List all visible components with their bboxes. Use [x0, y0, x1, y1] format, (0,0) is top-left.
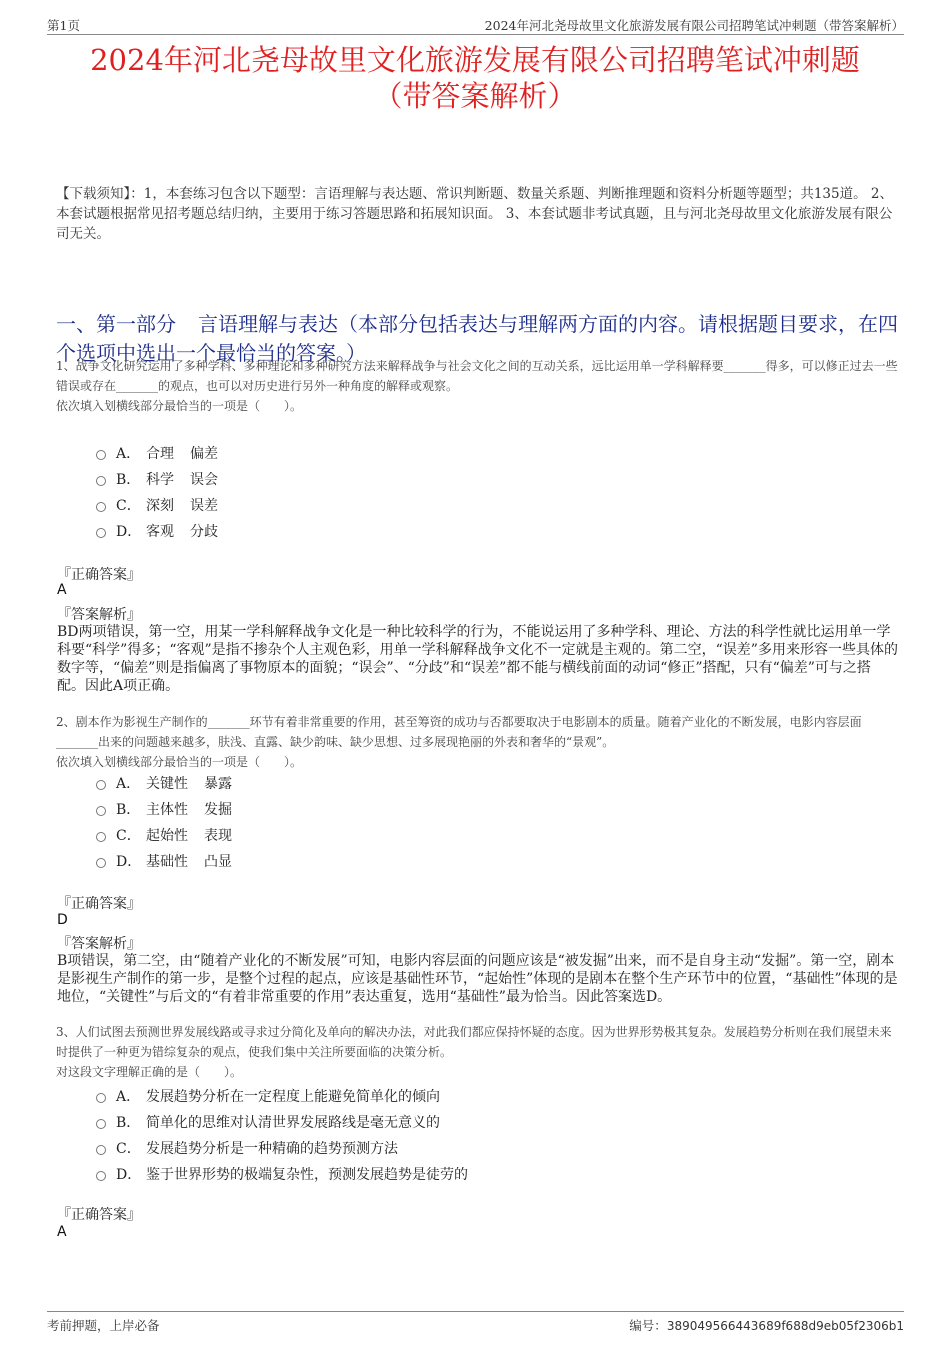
question-2-option-b[interactable]: B． 主体性 发掘 [96, 796, 596, 822]
question-2-option-c[interactable]: C． 起始性 表现 [96, 822, 596, 848]
title-line-2: （带答案解析） [373, 79, 577, 113]
page-footer [47, 1311, 904, 1336]
section-part: 一、第一部分 [56, 312, 176, 336]
correct-answer-label: 『正确答案』 [57, 1207, 141, 1223]
question-1-stem: 1、战争文化研究运用了多种学科、多种理论和多种研究方法来解释战争与社会文化之间的互动关系，远比运用单一学科解释要_______得多，可以修正过去一些错误或存在_______的观点，也可以对历史进行另外一种角度的解释或观察。 依次填入划横线部分最恰当的一项是（ ）。 [56, 356, 900, 416]
radio-icon[interactable] [96, 502, 106, 512]
analysis-label: 『答案解析』 [57, 607, 141, 623]
question-1-option-a[interactable]: A． 合理 偏差 [96, 440, 596, 466]
question-2-option-a[interactable]: A． 关键性 暴露 [96, 770, 596, 796]
question-2-stem: 2、剧本作为影视生产制作的_______环节有着非常重要的作用，甚至筹资的成功与否都要取决于电影剧本的质量。随着产业化的不断发展，电影内容层面_______出来的问题越来越多，肤浅、直露、缺少韵味、缺少思想、过多展现艳丽的外表和奢华的“景观”。 依次填入划横线部分最恰当的一项是（ ）。 [56, 712, 900, 772]
question-3-instruction: 对这段文字理解正确的是（ ）。 [56, 1065, 243, 1079]
question-3-stem: 3、人们试图去预测世界发展线路或寻求过分简化及单向的解决办法，对此我们都应保持怀疑的态度。因为世界形势极其复杂。发展趋势分析则在我们展望未来时提供了一种更为错综复杂的观点，使我们集中关注所要面临的决策分析。 对这段文字理解正确的是（ ）。 [56, 1022, 900, 1082]
correct-answer-label: 『正确答案』 [57, 896, 141, 912]
question-1-option-b[interactable]: B． 科学 误会 [96, 466, 596, 492]
footer-code-label: 编号： [629, 1318, 667, 1333]
question-3-option-b[interactable]: B． 简单化的思维对认清世界发展路线是毫无意义的 [96, 1109, 596, 1135]
question-1-option-c[interactable]: C． 深刻 误差 [96, 492, 596, 518]
header-doc-title: 2024年河北尧母故里文化旅游发展有限公司招聘笔试冲刺题（带答案解析） [484, 18, 904, 33]
footer-code [629, 1316, 904, 1334]
page-header [47, 14, 904, 35]
section-description: 言语理解与表达（本部分包括表达与理解两方面的内容。请根据题目要求，在四个选项中选出一个最恰当的答案。） [56, 312, 898, 365]
question-3-option-a[interactable]: A． 发展趋势分析在一定程度上能避免简单化的倾向 [96, 1083, 596, 1109]
radio-icon[interactable] [96, 450, 106, 460]
title-line-1: 2024年河北尧母故里文化旅游发展有限公司招聘笔试冲刺题 [90, 43, 860, 77]
document-title [40, 42, 910, 114]
question-2-option-d[interactable]: D． 基础性 凸显 [96, 848, 596, 874]
question-3-option-c[interactable]: C． 发展趋势分析是一种精确的趋势预测方法 [96, 1135, 596, 1161]
radio-icon[interactable] [96, 858, 106, 868]
question-1-instruction: 依次填入划横线部分最恰当的一项是（ ）。 [56, 399, 303, 413]
radio-icon[interactable] [96, 1171, 106, 1181]
question-2-instruction: 依次填入划横线部分最恰当的一项是（ ）。 [56, 755, 303, 769]
radio-icon[interactable] [96, 832, 106, 842]
radio-icon[interactable] [96, 476, 106, 486]
correct-answer-label: 『正确答案』 [57, 567, 141, 583]
question-3-answer: A [57, 1224, 67, 1240]
question-2-options [96, 770, 596, 874]
radio-icon[interactable] [96, 1093, 106, 1103]
question-1-explanation: BD两项错误，第一空，用某一学科解释战争文化是一种比较科学的行为，不能说运用了多种学科、理论、方法的科学性就比运用单一学科要“科学”得多；“客观”是指不掺杂个人主观色彩，用单一学科解释战争文化不一定就是主观的。第二空，“误差”多用来形容一些具体的数字等，“偏差”则是指偏离了事物原本的面貌；“误会”、“分歧”和“误差”都不能与横线前面的动词“修正”搭配，只有“偏差”可与之搭配。因此A项正确。 [57, 624, 898, 694]
question-2-explanation: B项错误，第二空，由“随着产业化的不断发展”可知，电影内容层面的问题应该是“被发掘”出来，而不是自身主动“发掘”。第一空，剧本是影视生产制作的第一步，是整个过程的起点，应该是基础性环节，“起始性”体现的是剧本在整个生产环节中的位置，“基础性”体现的是地位，“关键性”与后文的“有着非常重要的作用”表达重复，选用“基础性”最为恰当。因此答案选D。 [57, 953, 898, 1005]
question-3-options [96, 1083, 596, 1187]
page-number: 第1页 [47, 18, 80, 33]
footer-code-value: 389049566443689f688d9eb05f2306b1 [666, 1319, 904, 1333]
question-3-option-d[interactable]: D． 鉴于世界形势的极端复杂性，预测发展趋势是徒劳的 [96, 1161, 596, 1187]
footer-slogan: 考前押题，上岸必备 [47, 1318, 160, 1333]
radio-icon[interactable] [96, 780, 106, 790]
question-1-options [96, 440, 596, 544]
radio-icon[interactable] [96, 528, 106, 538]
radio-icon[interactable] [96, 1145, 106, 1155]
question-1-option-d[interactable]: D． 客观 分歧 [96, 518, 596, 544]
radio-icon[interactable] [96, 806, 106, 816]
radio-icon[interactable] [96, 1119, 106, 1129]
analysis-label: 『答案解析』 [57, 936, 141, 952]
download-notice: 【下载须知】：1，本套练习包含以下题型：言语理解与表达题、常识判断题、数量关系题、判断推理题和资料分析题等题型；共135道。 2、本套试题根据常见招考题总结归纳，主要用于练习答题思路和拓展知识面。 3、本套试题非考试真题，且与河北尧母故里文化旅游发展有限公司无关。 [56, 186, 893, 242]
question-1-answer: A [57, 582, 67, 598]
question-2-answer: D [57, 912, 68, 928]
